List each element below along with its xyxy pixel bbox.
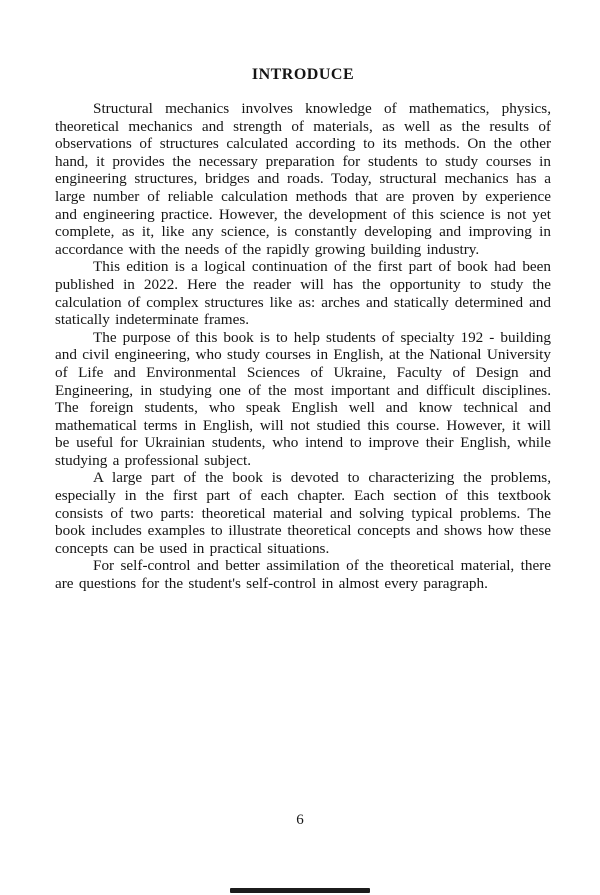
page-number: 6: [296, 812, 304, 828]
page-content: [55, 66, 551, 593]
scan-edge-artifact: [230, 888, 370, 893]
page-title: INTRODUCE: [251, 66, 355, 83]
paragraph-1: Structural mechanics involves knowledge of mathematics, physics, theoretical mechanics and strength of materials, as well as the results of observations of structures calculated according to its methods. On the other hand, it provides the necessary preparation for students to study courses in engineering structures, bridges and roads. Today, structural mechanics has a large number of reliable calculation methods that are proven by experience and engineering practice. However, the development of this science is not yet complete, as it, like any science, is constantly developing and improving in accordance with the needs of the rapidly growing building industry.: [55, 100, 551, 258]
paragraph-4: A large part of the book is devoted to characterizing the problems, especially in the first part of each chapter. Each section of this textbook consists of two parts: theoretical material and solving typical problems. The book includes examples to illustrate theoretical concepts and shows how these concepts can be used in practical situations.: [55, 469, 551, 557]
paragraph-3: The purpose of this book is to help students of specialty 192 - building and civil engineering, who study courses in English, at the National University of Life and Environmental Sciences of Ukraine, Faculty of Design and Engineering, in studying one of the most important and difficult disciplines. The foreign students, who speak English well and know technical and mathematical terms in English, will not studied this course. However, it will be useful for Ukrainian students, who intend to improve their English, while studying a professional subject.: [55, 328, 551, 469]
paragraph-2: This edition is a logical continuation of the first part of book had been published in 2022. Here the reader will has the opportunity to study the calculation of complex structures like as: arches and statically determined and statically indeterminate frames.: [55, 258, 551, 329]
paragraph-5: For self-control and better assimilation of the theoretical material, there are questions for the student's self-control in almost every paragraph.: [55, 557, 551, 593]
